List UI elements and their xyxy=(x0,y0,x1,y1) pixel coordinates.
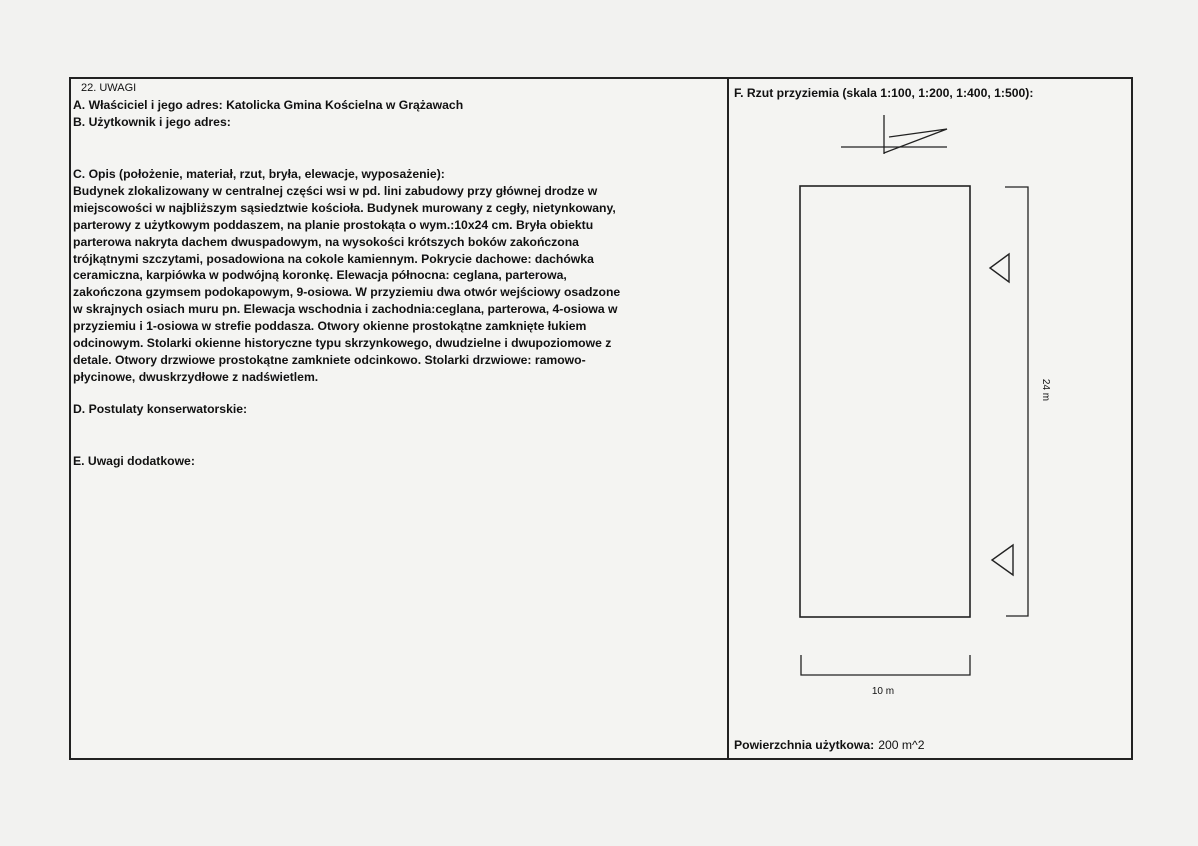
record-sheet xyxy=(69,77,1133,760)
length-dimension xyxy=(1005,187,1028,616)
description-line: odcinowym. Stolarki okienne historyczne typu skrzynkowego, dwudzielne i dwupoziomowe z xyxy=(73,336,612,351)
plan-title: F. Rzut przyziemia (skala 1:100, 1:200, 1:400, 1:500): xyxy=(734,86,1034,100)
north-arrow-icon xyxy=(841,115,947,154)
uwagi-label: 22. UWAGI xyxy=(81,82,137,94)
area-label: Powierzchnia użytkowa: xyxy=(734,738,875,752)
postulaty-heading: D. Postulaty konserwatorskie: xyxy=(73,402,248,416)
width-dimension xyxy=(801,655,970,675)
usable-area xyxy=(734,738,925,752)
description-line: trójkątnymi szczytami, posadowiona na cokole kamiennym. Pokrycie dachowe: dachówka xyxy=(73,251,594,266)
floor-plan-drawing xyxy=(729,79,1133,758)
length-dimension-label: 24 m xyxy=(1040,378,1051,402)
description-line: detale. Otwory drzwiowe prostokątne zamkniete odcinkowo. Stolarki drzwiowe: ramowo- xyxy=(73,352,586,367)
width-dimension-label: 10 m xyxy=(871,686,895,697)
description-line: parterowa nakryta dachem dwuspadowym, na wysokości krótszych boków zakończona xyxy=(73,234,579,249)
description-block xyxy=(73,166,620,386)
gable-marker-icon xyxy=(990,254,1009,282)
description-line: w skrajnych osiach muru pn. Elewacja wschodnia i zachodnia:ceglana, parterowa, 4-osiowa w xyxy=(73,302,618,317)
uwagi-dodatkowe-heading: E. Uwagi dodatkowe: xyxy=(73,454,195,468)
description-line: ceramiczna, karpiówka w podwójną koronkę. Elewacja północna: ceglana, parterowa, xyxy=(73,268,567,283)
description-line: miejscowości w najbliższym sąsiedztwie kościoła. Budynek murowany z cegły, nietynkowany, xyxy=(73,200,616,215)
area-value: 200 m^2 xyxy=(878,738,925,752)
gable-marker-icon xyxy=(992,545,1013,575)
description-line: płycinowe, dwuskrzydłowe z nadświetlem. xyxy=(73,369,319,384)
user-line: B. Użytkownik i jego adres: xyxy=(73,115,231,129)
remarks-panel xyxy=(71,79,729,758)
description-line: Budynek zlokalizowany w centralnej części wsi w pd. lini zabudowy przy głównej drodze w xyxy=(73,183,598,198)
description-line: parterowy z użytkowym poddaszem, na planie prostokąta o wym.:10x24 cm. Bryła obiektu xyxy=(73,217,594,232)
owner-line: A. Właściciel i jego adres: Katolicka Gmina Kościelna w Grążawach xyxy=(73,98,464,112)
description-line: przyziemiu i 1-osiowa w strefie poddasza. Otwory okienne prostokątne zamknięte łukiem xyxy=(73,319,587,334)
floor-plan-panel xyxy=(729,79,1131,758)
description-line: C. Opis (położenie, materiał, rzut, bryła, elewacje, wyposażenie): xyxy=(73,167,445,181)
building-outline xyxy=(800,186,970,617)
description-line: zakończona gzymsem podokapowym, 9-osiowa. W przyziemiu dwa otwór wejściowy osadzone xyxy=(73,285,621,300)
